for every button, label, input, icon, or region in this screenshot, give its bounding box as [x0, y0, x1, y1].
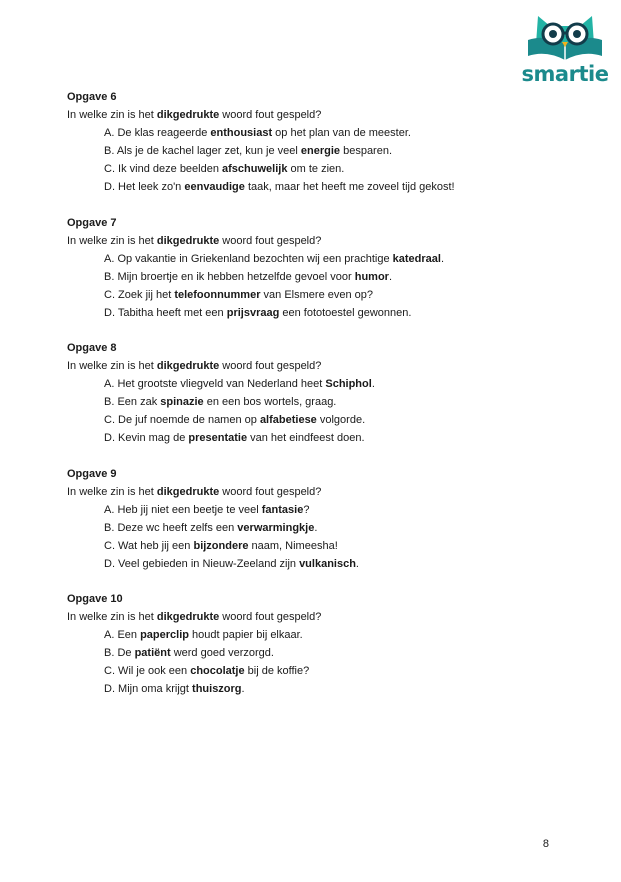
- answer-option-c: C. Zoek jij het telefoonnummer van Elsmere even op?: [104, 288, 374, 301]
- answer-option-a: A. Op vakantie in Griekenland bezochten wij een prachtige katedraal.: [104, 252, 444, 265]
- logo-wordmark: smartie: [521, 62, 609, 86]
- answer-option-b: B. Mijn broertje en ik hebben hetzelfde gevoel voor humor.: [104, 270, 393, 283]
- answer-option-d: D. Veel gebieden in Nieuw-Zeeland zijn vulkanisch.: [104, 557, 359, 570]
- answer-option-c: C. De juf noemde de namen op alfabetiese volgorde.: [104, 414, 366, 426]
- exercise-content: [67, 88, 587, 716]
- answer-option-d: D. Tabitha heeft met een prijsvraag een fototoestel gewonnen.: [104, 306, 412, 319]
- answer-option-c: C. Wat heb jij een bijzondere naam, Nimeesha!: [104, 539, 338, 552]
- question-prompt: In welke zin is het dikgedrukte woord fout gespeld?: [67, 485, 322, 498]
- answer-option-c: C. Wil je ook een chocolatje bij de koffie?: [104, 665, 310, 677]
- question-prompt: In welke zin is het dikgedrukte woord fout gespeld?: [67, 109, 322, 121]
- question-title: Opgave 10: [67, 593, 123, 605]
- answer-option-b: B. De patiënt werd goed verzorgd.: [104, 647, 274, 659]
- question-prompt: In welke zin is het dikgedrukte woord fout gespeld?: [67, 234, 322, 247]
- answer-option-d: D. Het leek zo'n eenvaudige taak, maar het heeft me zoveel tijd gekost!: [104, 181, 455, 193]
- page-number: 8: [542, 838, 549, 850]
- answer-option-a: A. Heb jij niet een beetje te veel fantasie?: [104, 503, 310, 516]
- owl-icon: [520, 10, 610, 64]
- answer-option-b: B. Als je de kachel lager zet, kun je veel energie besparen.: [104, 145, 393, 157]
- question-prompt: In welke zin is het dikgedrukte woord fout gespeld?: [67, 360, 322, 372]
- question-title: Opgave 9: [67, 467, 117, 480]
- question-8: [67, 339, 587, 447]
- question-title: Opgave 7: [67, 216, 117, 229]
- question-10: [67, 590, 587, 698]
- answer-options: [67, 250, 587, 322]
- answer-options: [67, 375, 587, 447]
- question-prompt: In welke zin is het dikgedrukte woord fout gespeld?: [67, 611, 322, 623]
- question-9: [67, 465, 587, 573]
- answer-option-a: A. De klas reageerde enthousiast op het plan van de meester.: [104, 127, 411, 139]
- answer-option-d: D. Kevin mag de presentatie van het eindfeest doen.: [104, 432, 365, 444]
- answer-option-d: D. Mijn oma krijgt thuiszorg.: [104, 683, 245, 695]
- answer-option-a: A. Een paperclip houdt papier bij elkaar.: [104, 629, 303, 641]
- answer-options: [67, 124, 587, 196]
- question-6: [67, 88, 587, 196]
- question-7: [67, 214, 587, 322]
- answer-options: [67, 626, 587, 698]
- question-title: Opgave 8: [67, 342, 117, 354]
- answer-option-b: B. Deze wc heeft zelfs een verwarmingkje.: [104, 521, 318, 534]
- smartie-logo: [520, 10, 610, 88]
- answer-option-b: B. Een zak spinazie en een bos wortels, graag.: [104, 396, 337, 408]
- answer-option-c: C. Ik vind deze beelden afschuwelijk om te zien.: [104, 163, 345, 175]
- question-title: Opgave 6: [67, 91, 117, 103]
- answer-options: [67, 501, 587, 573]
- answer-option-a: A. Het grootste vliegveld van Nederland heet Schiphol.: [104, 378, 375, 390]
